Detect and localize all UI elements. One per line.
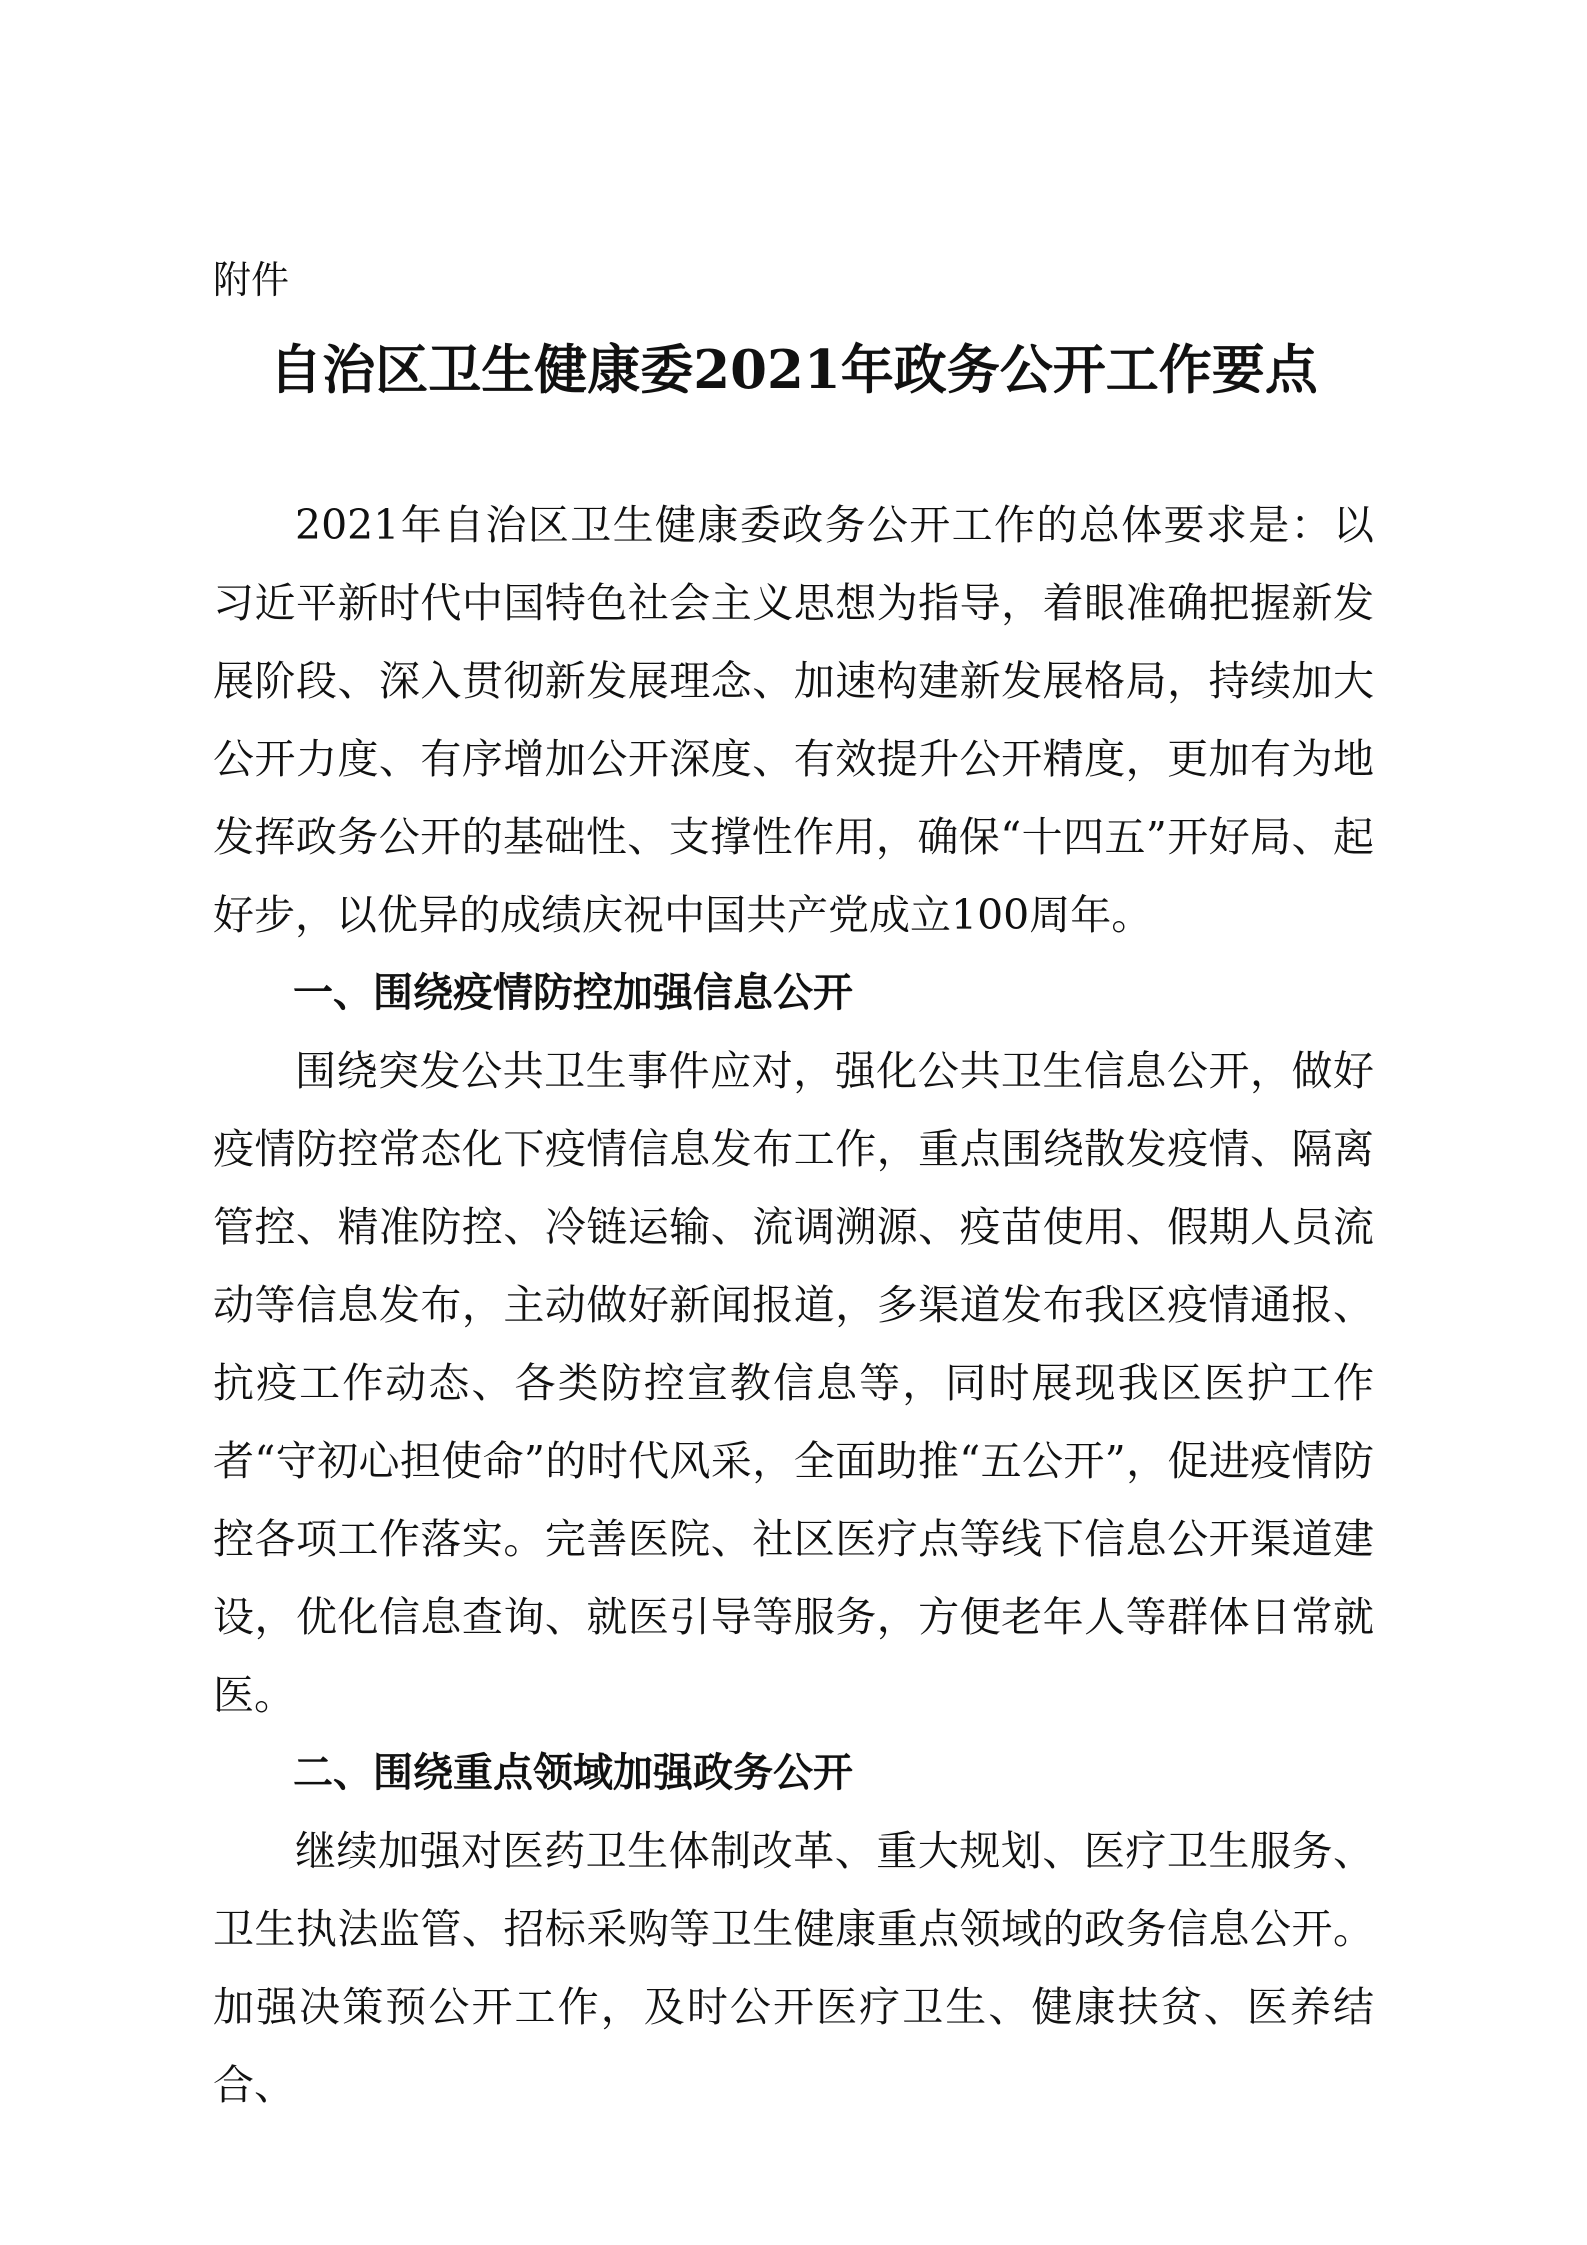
section-heading: 一、围绕疫情防控加强信息公开 — [293, 970, 853, 1016]
intro-paragraph: 2021年自治区卫生健康委政务公开工作的总体要求是：以习近平新时代中国特色社会主义思想为指导，着眼准确把握新发展阶段、深入贯彻新发展理念、加速构建新发展格局，持续加大公开力度、有序增加公开深度、有效提升公开精度，更加有为地发挥政务公开的基础性、支撑性作用，确保“十四五”开好局、起好步，以优异的成绩庆祝中国共产党成立100周年。 — [213, 501, 1374, 939]
section-paragraph: 继续加强对医药卫生体制改革、重大规划、医疗卫生服务、卫生执法监管、招标采购等卫生健康重点领域的政务信息公开。加强决策预公开工作，及时公开医疗卫生、健康扶贫、医养结合、 — [213, 1827, 1374, 2109]
attachment-label: 附件 — [213, 258, 290, 302]
section-paragraph: 围绕突发公共卫生事件应对，强化公共卫生信息公开，做好疫情防控常态化下疫情信息发布工作，重点围绕散发疫情、隔离管控、精准防控、冷链运输、流调溯源、疫苗使用、假期人员流动等信息发布，主动做好新闻报道，多渠道发布我区疫情通报、抗疫工作动态、各类防控宣教信息等，同时展现我区医护工作者“守初心担使命”的时代风采，全面助推“五公开”，促进疫情防控各项工作落实。完善医院、社区医疗点等线下信息公开渠道建设，优化信息查询、就医引导等服务，方便老年人等群体日常就医。 — [213, 1047, 1374, 1719]
section-heading: 二、围绕重点领域加强政务公开 — [293, 1750, 853, 1796]
document-body — [213, 486, 1374, 2124]
document-title: 自治区卫生健康委2021年政务公开工作要点 — [269, 339, 1318, 401]
